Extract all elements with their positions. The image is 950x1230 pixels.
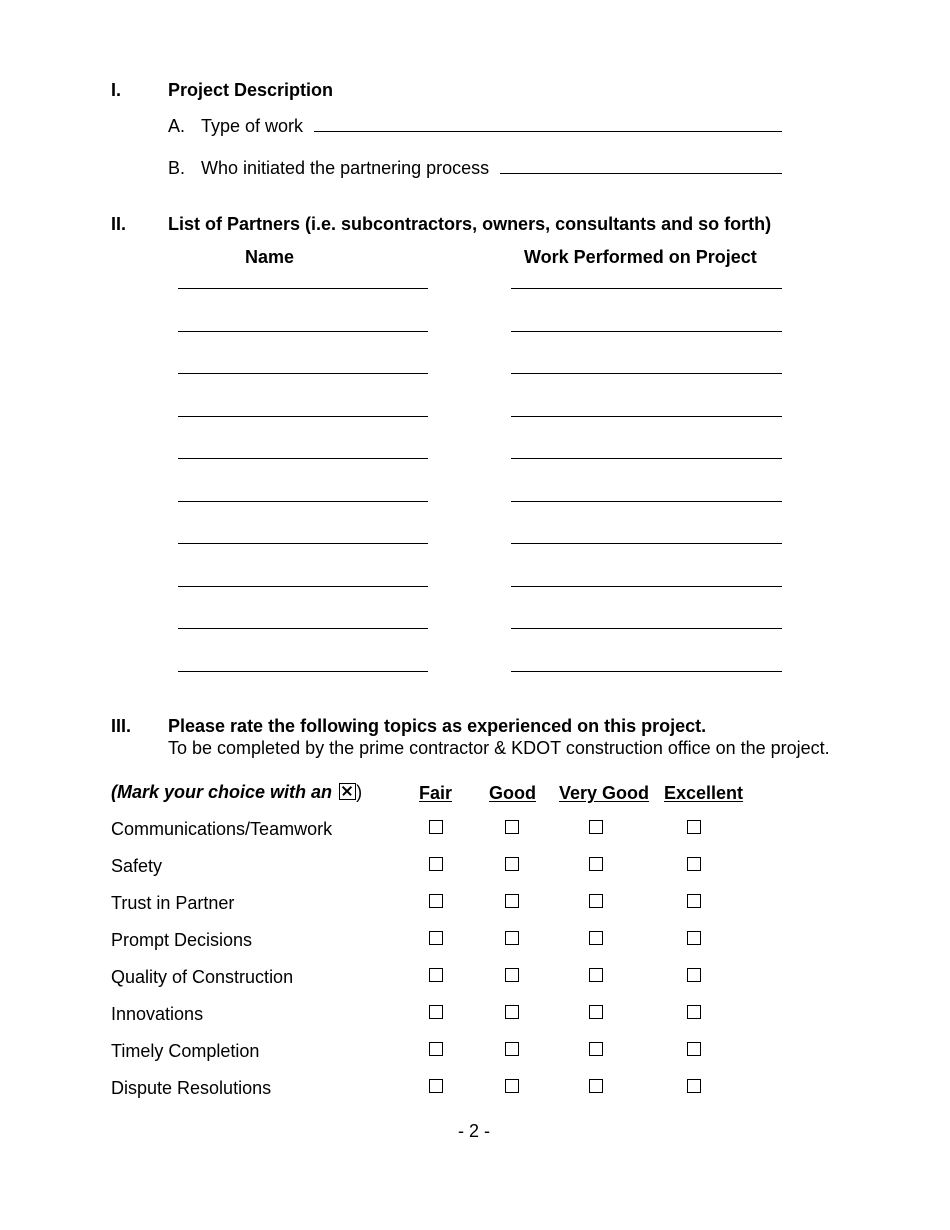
item-a-letter: A. bbox=[168, 116, 186, 136]
page-number: - 2 - bbox=[458, 1121, 491, 1141]
partner-work-field[interactable] bbox=[511, 416, 782, 417]
partner-work-field[interactable] bbox=[511, 586, 782, 587]
name-column-header: Name bbox=[245, 247, 295, 267]
partner-work-field[interactable] bbox=[511, 288, 782, 289]
partner-name-field[interactable] bbox=[178, 458, 428, 459]
section-1-title: Project Description bbox=[168, 80, 334, 100]
partner-name-field[interactable] bbox=[178, 373, 428, 374]
partner-work-field[interactable] bbox=[511, 543, 782, 544]
type-of-work-field[interactable] bbox=[314, 131, 782, 132]
checkbox-excellent[interactable] bbox=[687, 931, 701, 945]
partner-name-field[interactable] bbox=[178, 586, 428, 587]
checkbox-fair[interactable] bbox=[429, 857, 443, 871]
section-3-title: Please rate the following topics as experienced on this project. bbox=[168, 716, 707, 736]
checkbox-fair[interactable] bbox=[429, 894, 443, 908]
topic-label: Trust in Partner bbox=[111, 893, 235, 913]
partner-work-field[interactable] bbox=[511, 501, 782, 502]
partner-name-field[interactable] bbox=[178, 628, 428, 629]
checkbox-excellent[interactable] bbox=[687, 857, 701, 871]
mark-instruction-text: (Mark your choice with an bbox=[111, 782, 333, 802]
topic-label: Safety bbox=[111, 856, 163, 876]
checkbox-fair[interactable] bbox=[429, 931, 443, 945]
item-a-label: Type of work bbox=[201, 116, 304, 136]
checkbox-excellent[interactable] bbox=[687, 1005, 701, 1019]
checkbox-excellent[interactable] bbox=[687, 894, 701, 908]
checkbox-very-good[interactable] bbox=[589, 1005, 603, 1019]
checkbox-fair[interactable] bbox=[429, 820, 443, 834]
mark-instruction-close: ) bbox=[356, 782, 363, 802]
section-3-subtitle: To be completed by the prime contractor & KDOT construction office on the project. bbox=[168, 738, 830, 758]
checkbox-very-good[interactable] bbox=[589, 1042, 603, 1056]
checkbox-very-good[interactable] bbox=[589, 894, 603, 908]
topic-label: Timely Completion bbox=[111, 1041, 260, 1061]
checkbox-good[interactable] bbox=[505, 1079, 519, 1093]
topic-label: Innovations bbox=[111, 1004, 204, 1024]
checkbox-excellent[interactable] bbox=[687, 1079, 701, 1093]
checkbox-very-good[interactable] bbox=[589, 1079, 603, 1093]
checkbox-very-good[interactable] bbox=[589, 968, 603, 982]
checkbox-excellent[interactable] bbox=[687, 968, 701, 982]
checkbox-good[interactable] bbox=[505, 820, 519, 834]
section-2-numeral: II. bbox=[111, 214, 127, 234]
partner-name-field[interactable] bbox=[178, 331, 428, 332]
checkbox-fair[interactable] bbox=[429, 1079, 443, 1093]
partner-name-field[interactable] bbox=[178, 543, 428, 544]
item-b-label: Who initiated the partnering process bbox=[201, 158, 490, 178]
partner-work-field[interactable] bbox=[511, 458, 782, 459]
checkbox-good[interactable] bbox=[505, 894, 519, 908]
partner-work-field[interactable] bbox=[511, 373, 782, 374]
checkbox-excellent[interactable] bbox=[687, 1042, 701, 1056]
partner-name-field[interactable] bbox=[178, 501, 428, 502]
partner-work-field[interactable] bbox=[511, 331, 782, 332]
partner-name-field[interactable] bbox=[178, 288, 428, 289]
checkbox-good[interactable] bbox=[505, 1042, 519, 1056]
checkbox-very-good[interactable] bbox=[589, 857, 603, 871]
work-column-header: Work Performed on Project bbox=[524, 247, 757, 267]
checkbox-very-good[interactable] bbox=[589, 931, 603, 945]
checkbox-good[interactable] bbox=[505, 968, 519, 982]
partner-name-field[interactable] bbox=[178, 416, 428, 417]
item-b-letter: B. bbox=[168, 158, 186, 178]
topic-label: Prompt Decisions bbox=[111, 930, 253, 950]
partner-work-field[interactable] bbox=[511, 671, 782, 672]
checkbox-excellent[interactable] bbox=[687, 820, 701, 834]
checkbox-good[interactable] bbox=[505, 1005, 519, 1019]
rating-header-excellent: Excellent bbox=[664, 783, 744, 803]
topic-label: Quality of Construction bbox=[111, 967, 294, 987]
partner-name-field[interactable] bbox=[178, 671, 428, 672]
section-2-title: List of Partners (i.e. subcontractors, owners, consultants and so forth) bbox=[168, 214, 772, 234]
checkbox-very-good[interactable] bbox=[589, 820, 603, 834]
initiator-field[interactable] bbox=[500, 173, 782, 174]
section-1-numeral: I. bbox=[111, 80, 122, 100]
rating-header-fair: Fair bbox=[419, 783, 453, 803]
topic-label: Dispute Resolutions bbox=[111, 1078, 272, 1098]
x-box-icon bbox=[339, 783, 356, 800]
checkbox-fair[interactable] bbox=[429, 1042, 443, 1056]
rating-header-good: Good bbox=[489, 783, 536, 803]
topic-label: Communications/Teamwork bbox=[111, 819, 333, 839]
checkbox-fair[interactable] bbox=[429, 968, 443, 982]
checkbox-fair[interactable] bbox=[429, 1005, 443, 1019]
checkbox-good[interactable] bbox=[505, 931, 519, 945]
rating-header-very-good: Very Good bbox=[559, 783, 650, 803]
section-3-numeral: III. bbox=[111, 716, 132, 736]
partner-work-field[interactable] bbox=[511, 628, 782, 629]
checkbox-good[interactable] bbox=[505, 857, 519, 871]
mark-instruction bbox=[111, 783, 362, 801]
